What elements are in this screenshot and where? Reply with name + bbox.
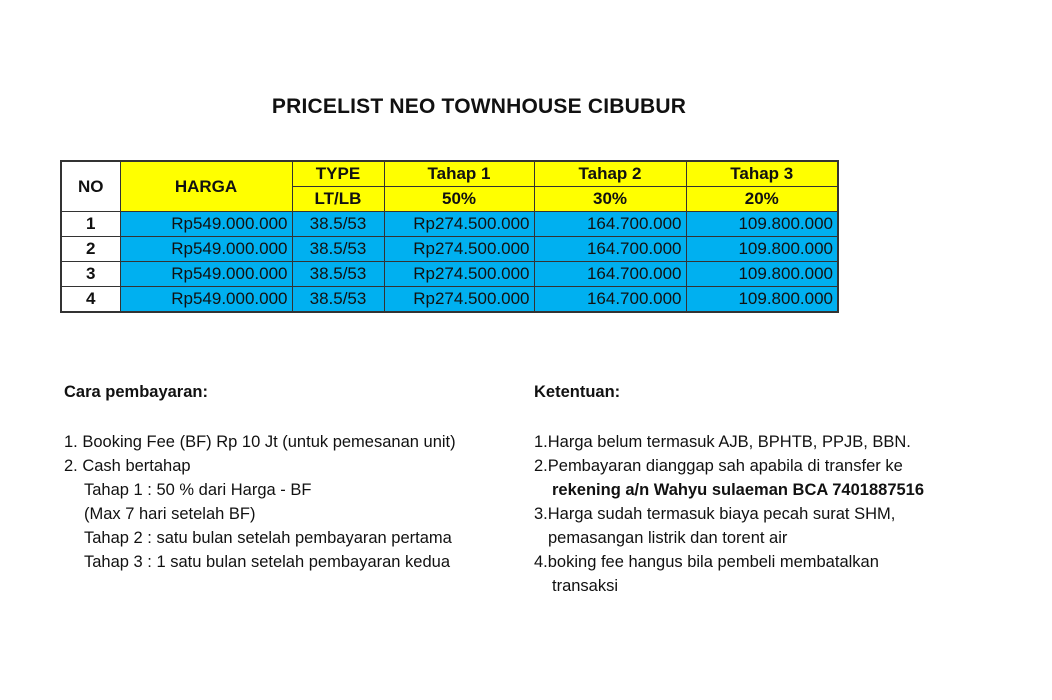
header-tahap2-pct: 30%	[534, 187, 686, 212]
payment-line: 2. Cash bertahap	[64, 457, 191, 475]
terms-line: 1.Harga belum termasuk AJB, BPHTB, PPJB, BBN.	[534, 433, 911, 451]
row-tahap3: 109.800.000	[686, 212, 838, 237]
table-header-row	[61, 161, 838, 187]
terms-line-account: rekening a/n Wahyu sulaeman BCA 7401887516	[552, 481, 925, 499]
payment-line: 1. Booking Fee (BF) Rp 10 Jt (untuk pemesanan unit)	[64, 433, 456, 451]
terms-heading: Ketentuan:	[534, 383, 621, 401]
row-tahap3: 109.800.000	[686, 287, 838, 313]
row-no: 2	[61, 237, 120, 262]
row-type: 38.5/53	[292, 287, 384, 313]
terms-line: pemasangan listrik dan torent air	[548, 529, 788, 547]
row-type: 38.5/53	[292, 212, 384, 237]
table-row	[61, 262, 838, 287]
header-tahap2: Tahap 2	[534, 161, 686, 187]
pricelist-table	[60, 160, 839, 313]
header-harga: HARGA	[120, 161, 292, 212]
payment-heading: Cara pembayaran:	[64, 383, 208, 401]
row-tahap3: 109.800.000	[686, 262, 838, 287]
table-row	[61, 212, 838, 237]
row-tahap1: Rp274.500.000	[384, 212, 534, 237]
row-tahap2: 164.700.000	[534, 287, 686, 313]
table-row	[61, 287, 838, 313]
row-no: 1	[61, 212, 120, 237]
payment-section	[64, 380, 456, 574]
table-row	[61, 237, 838, 262]
row-tahap2: 164.700.000	[534, 237, 686, 262]
row-tahap3: 109.800.000	[686, 237, 838, 262]
header-tahap1-pct: 50%	[384, 187, 534, 212]
terms-line: 3.Harga sudah termasuk biaya pecah surat SHM,	[534, 505, 896, 523]
payment-line: Tahap 3 : 1 satu bulan setelah pembayaran kedua	[84, 553, 451, 571]
header-tahap1: Tahap 1	[384, 161, 534, 187]
row-harga: Rp549.000.000	[120, 262, 292, 287]
row-harga: Rp549.000.000	[120, 212, 292, 237]
terms-section	[534, 380, 924, 598]
header-tahap3-pct: 20%	[686, 187, 838, 212]
header-type: TYPE	[292, 161, 384, 187]
row-type: 38.5/53	[292, 237, 384, 262]
terms-line: 2.Pembayaran dianggap sah apabila di transfer ke	[534, 457, 903, 475]
row-tahap1: Rp274.500.000	[384, 287, 534, 313]
header-tahap3: Tahap 3	[686, 161, 838, 187]
payment-line: Tahap 1 : 50 % dari Harga - BF	[84, 481, 312, 499]
terms-line: 4.boking fee hangus bila pembeli membatalkan	[534, 553, 879, 571]
row-tahap2: 164.700.000	[534, 262, 686, 287]
row-tahap1: Rp274.500.000	[384, 237, 534, 262]
header-type-sub: LT/LB	[292, 187, 384, 212]
row-no: 4	[61, 287, 120, 313]
row-harga: Rp549.000.000	[120, 287, 292, 313]
row-harga: Rp549.000.000	[120, 237, 292, 262]
header-no: NO	[61, 161, 120, 212]
terms-line: transaksi	[552, 577, 619, 595]
row-tahap1: Rp274.500.000	[384, 262, 534, 287]
page-title: PRICELIST NEO TOWNHOUSE CIBUBUR	[271, 95, 687, 118]
row-no: 3	[61, 262, 120, 287]
payment-line: (Max 7 hari setelah BF)	[84, 505, 256, 523]
row-tahap2: 164.700.000	[534, 212, 686, 237]
payment-line: Tahap 2 : satu bulan setelah pembayaran pertama	[84, 529, 452, 547]
row-type: 38.5/53	[292, 262, 384, 287]
